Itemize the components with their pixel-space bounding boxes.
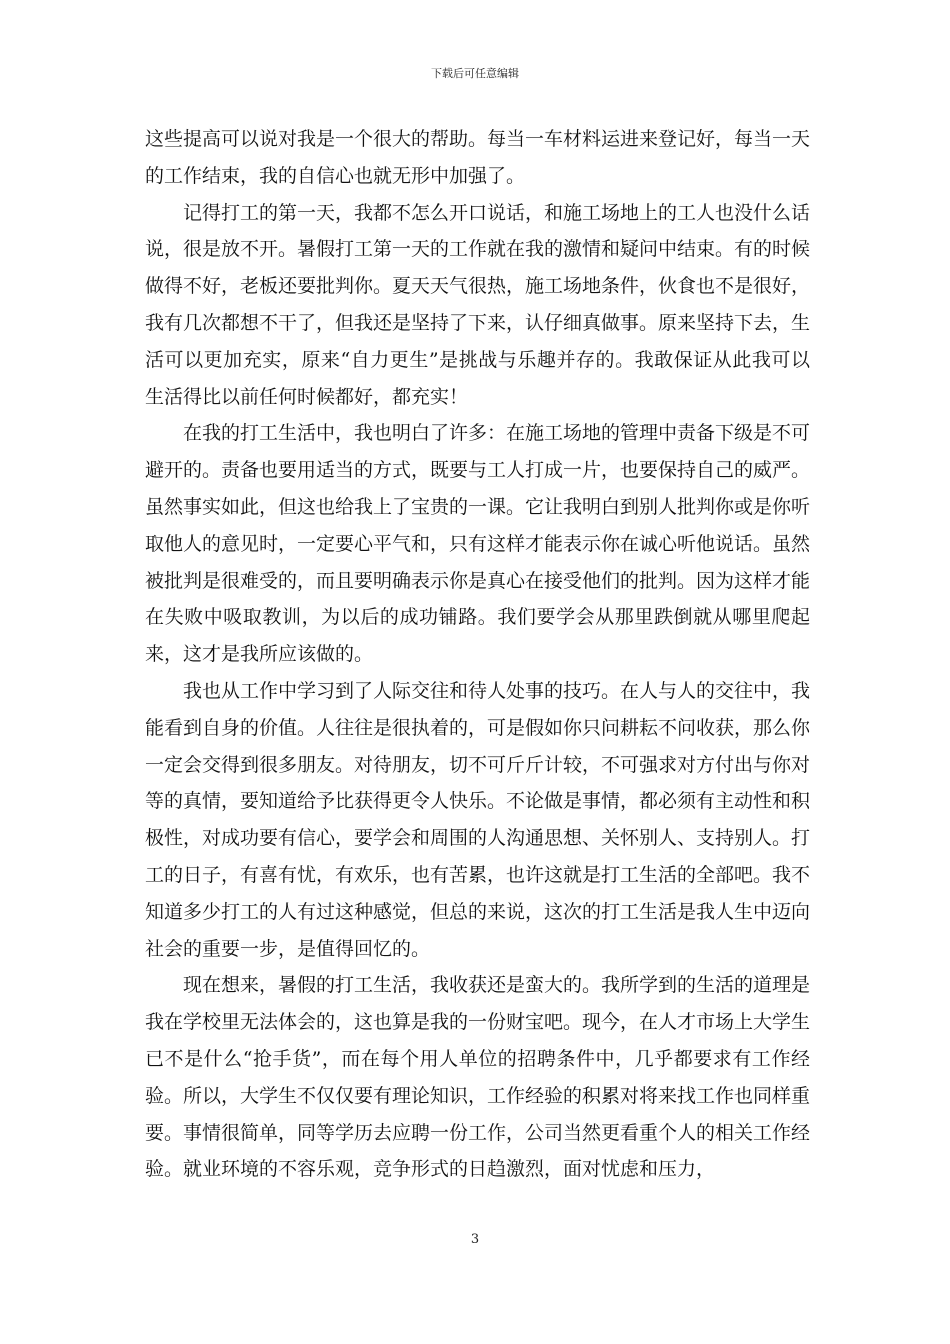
paragraph-5: 现在想来，暑假的打工生活，我收获还是蛮大的。我所学到的生活的道理是我在学校里无法体会的，这也算是我的一份财宝吧。现今，在人才市场上大学生已不是什么“抢手货”，而在每个用人单位的招聘条件中，几乎都要求有工作经验。所以，大学生不仅仅要有理论知识，工作经验的积累对将来找工作也同样重要。事情很简单，同等学历去应聘一份工作，公司当然更看重个人的相关工作经验。就业环境的不容乐观，竞争形式的日趋激烈，面对忧虑和压力， [145, 974, 811, 1181]
paragraph-4: 我也从工作中学习到了人际交往和待人处事的技巧。在人与人的交往中，我能看到自身的价值。人往往是很执着的，可是假如你只问耕耘不问收获，那么你一定会交得到很多朋友。对待朋友，切不可斤斤计较，不可强求对方付出与你对等的真情，要知道给予比获得更令人快乐。不论做是事情，都必须有主动性和积极性，对成功要有信心，要学会和周围的人沟通思想、关怀别人、支持别人。打工的日子，有喜有忧，有欢乐，也有苦累，也许这就是打工生活的全部吧。我不知道多少打工的人有过这种感觉，但总的来说，这次的打工生活是我人生中迈向社会的重要一步，是值得回忆的。 [145, 679, 811, 960]
document-body [145, 121, 810, 1188]
paragraph-1: 这些提高可以说对我是一个很大的帮助。每当一车材料运进来登记好，每当一天的工作结束，我的自信心也就无形中加强了。 [145, 128, 811, 187]
paragraph-2: 记得打工的第一天，我都不怎么开口说话，和施工场地上的工人也没什么话说，很是放不开。暑假打工第一天的工作就在我的激情和疑问中结束。有的时候做得不好，老板还要批判你。夏天天气很热，施工场地条件，伙食也不是很好，我有几次都想不干了，但我还是坚持了下来，认仔细真做事。原来坚持下去，生活可以更加充实，原来“自力更生”是挑战与乐趣并存的。我敢保证从此我可以生活得比以前任何时候都好，都充实！ [145, 201, 811, 408]
page-number: 3 [470, 1232, 480, 1247]
paragraph-3: 在我的打工生活中，我也明白了许多：在施工场地的管理中责备下级是不可避开的。责备也要用适当的方式，既要与工人打成一片，也要保持自己的威严。虽然事实如此，但这也给我上了宝贵的一课。它让我明白到别人批判你或是你听取他人的意见时，一定要心平气和，只有这样才能表示你在诚心听他说话。虽然被批判是很难受的，而且要明确表示你是真心在接受他们的批判。因为这样才能在失败中吸取教训，为以后的成功铺路。我们要学会从那里跌倒就从哪里爬起来，这才是我所应该做的。 [145, 422, 811, 666]
page-header: 下载后可任意编辑 [431, 67, 519, 80]
